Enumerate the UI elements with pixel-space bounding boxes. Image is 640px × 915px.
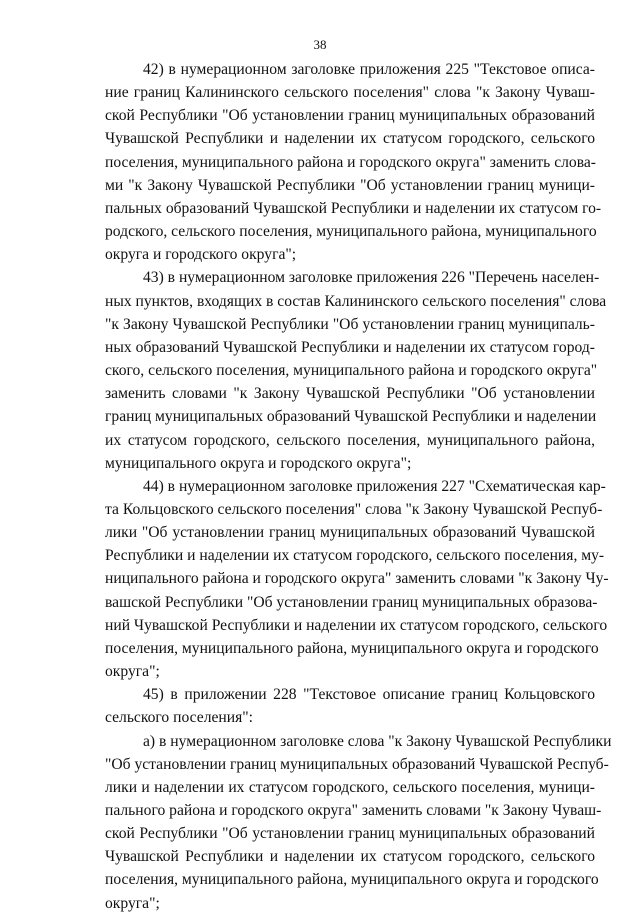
text-line: Республики и наделении их статусом городского, сельского поселения, му- [105,547,605,565]
text-line: ской Республики "Об установлении границ муниципальных образований [105,107,595,125]
text-line: а) в нумерационном заголовке слова "к Закону Чувашской Республики [143,732,612,750]
text-line: муниципального округа и городского округа"; [105,454,412,472]
paragraph-43 [105,266,607,474]
paragraph-44 [105,475,609,683]
paragraph-42 [105,58,602,266]
text-line: ми "к Закону Чувашской Республики "Об установлении границ муници- [105,176,595,194]
text-line: округа"; [105,663,160,681]
text-line: 43) в нумерационном заголовке приложения 226 "Перечень населен- [143,269,600,287]
text-line: границ муниципальных образований Чувашской Республики и наделении [105,408,597,426]
text-line: ского, сельского поселения, муниципального района и городского округа" [105,362,598,380]
text-line: ных образований Чувашской Республики и наделении их статусом город- [105,338,595,356]
text-line: поселения, муниципального района, муниципального округа и городского [105,871,599,889]
text-line: ных пунктов, входящих в состав Калининского сельского поселения" слова [105,292,607,310]
page-number: 38 [313,37,327,52]
paragraph-45 [105,683,595,729]
text-line: округа и городского округа"; [105,246,297,264]
text-line: "Об установлении границ муниципальных образований Чувашской Респуб- [105,755,609,773]
text-line: поселения, муниципального района и городского округа" заменить слова- [105,153,596,171]
document-body [105,58,612,915]
text-line: Чувашской Республики и наделении их статусом городского, сельского [105,130,595,148]
text-line: ние границ Калининского сельского поселения" слова "к Закону Чуваш- [105,84,595,102]
text-line: поселения, муниципального района, муниципального округа и городского [105,639,599,657]
text-line: их статусом городского, сельского поселения, муниципального района, [105,431,595,449]
text-line: 44) в нумерационном заголовке приложения 227 "Схематическая кар- [143,477,606,495]
paragraph-45a [105,730,612,915]
text-line: пального района и городского округа" заменить словами "к Закону Чуваш- [105,802,602,819]
text-line: родского, сельского поселения, муниципального района, муниципального [105,223,597,241]
text-line: 45) в приложении 228 "Текстовое описание границ Кольцовского [143,686,595,704]
text-line: ниципального района и городского округа" заменить словами "к Закону Чу- [105,570,609,588]
text-line: лики и наделении их статусом городского, сельского поселения, муници- [105,778,595,796]
text-line: округа"; [105,894,160,912]
text-line: заменить словами "к Закону Чувашской Республики "Об установлении [105,385,595,403]
text-line: "к Закону Чувашской Республики "Об установлении границ муниципаль- [105,315,595,333]
text-line: сельского поселения": [105,709,253,727]
text-line: лики "Об установлении границ муниципальных образований Чувашской [105,524,595,542]
text-line: Чувашской Республики и наделении их статусом городского, сельского [105,848,595,866]
text-line: ской Республики "Об установлении границ муниципальных образований [105,825,595,843]
text-line: пальных образований Чувашской Республики и наделении их статусом го- [105,199,602,217]
text-line: ний Чувашской Республики и наделении их статусом городского, сельского [105,616,608,634]
text-line: та Кольцовского сельского поселения" слова "к Закону Чувашской Респуб- [105,500,603,518]
text-line: вашской Республики "Об установлении границ муниципальных образова- [105,593,598,611]
text-line: 42) в нумерационном заголовке приложения 225 "Текстовое описа- [143,61,595,78]
